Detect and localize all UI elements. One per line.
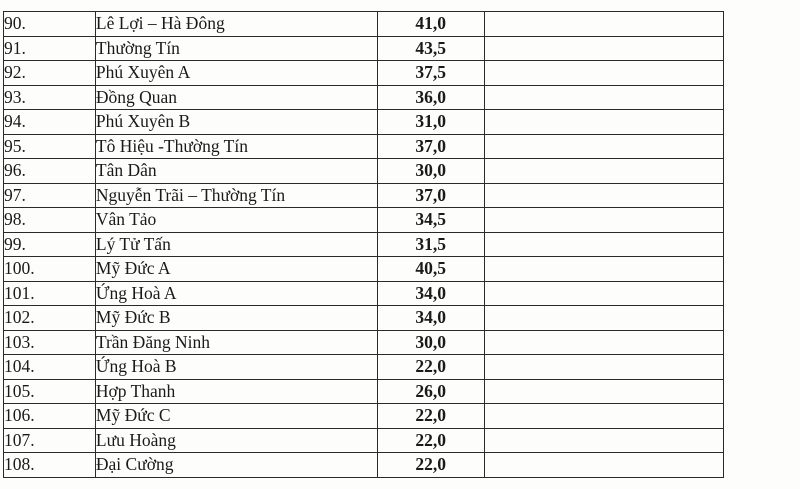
score-cell: 34,0 (377, 281, 484, 306)
table-row (4, 134, 724, 159)
table-row (4, 404, 724, 429)
table-row (4, 281, 724, 306)
table-row (4, 159, 724, 184)
score-cell: 31,5 (377, 232, 484, 257)
table-row (4, 306, 724, 331)
row-number-cell: 95. (4, 134, 96, 159)
school-name-cell: Ứng Hoà A (95, 281, 377, 306)
school-name-cell: Tân Dân (95, 159, 377, 184)
school-name-cell: Vân Tảo (95, 208, 377, 233)
row-number-cell: 100. (4, 257, 96, 282)
score-cell: 26,0 (377, 379, 484, 404)
score-cell: 40,5 (377, 257, 484, 282)
table-row (4, 257, 724, 282)
row-number-cell: 93. (4, 85, 96, 110)
score-cell: 30,0 (377, 330, 484, 355)
table-row (4, 61, 724, 86)
school-name-cell: Mỹ Đức C (95, 404, 377, 429)
school-name-cell: Trần Đăng Ninh (95, 330, 377, 355)
row-number-cell: 105. (4, 379, 96, 404)
table-row (4, 183, 724, 208)
score-cell: 31,0 (377, 110, 484, 135)
row-number-cell: 96. (4, 159, 96, 184)
school-name-cell: Thường Tín (95, 36, 377, 61)
school-name-cell: Phú Xuyên B (95, 110, 377, 135)
table-row (4, 453, 724, 478)
row-number-cell: 94. (4, 110, 96, 135)
row-number-cell: 102. (4, 306, 96, 331)
school-name-cell: Mỹ Đức A (95, 257, 377, 282)
score-cell: 43,5 (377, 36, 484, 61)
score-cell: 37,0 (377, 134, 484, 159)
score-cell: 37,5 (377, 61, 484, 86)
note-cell (484, 379, 723, 404)
note-cell (484, 110, 723, 135)
note-cell (484, 36, 723, 61)
note-cell (484, 257, 723, 282)
note-cell (484, 12, 723, 37)
row-number-cell: 103. (4, 330, 96, 355)
row-number-cell: 92. (4, 61, 96, 86)
note-cell (484, 330, 723, 355)
row-number-cell: 104. (4, 355, 96, 380)
row-number-cell: 106. (4, 404, 96, 429)
table-row (4, 208, 724, 233)
score-cell: 34,0 (377, 306, 484, 331)
school-name-cell: Lý Tử Tấn (95, 232, 377, 257)
note-cell (484, 281, 723, 306)
school-name-cell: Ứng Hoà B (95, 355, 377, 380)
row-number-cell: 101. (4, 281, 96, 306)
note-cell (484, 355, 723, 380)
note-cell (484, 61, 723, 86)
table-row (4, 232, 724, 257)
school-name-cell: Tô Hiệu -Thường Tín (95, 134, 377, 159)
row-number-cell: 97. (4, 183, 96, 208)
row-number-cell: 98. (4, 208, 96, 233)
score-cell: 37,0 (377, 183, 484, 208)
school-name-cell: Lưu Hoàng (95, 428, 377, 453)
note-cell (484, 428, 723, 453)
score-cell: 22,0 (377, 355, 484, 380)
note-cell (484, 85, 723, 110)
table-row (4, 355, 724, 380)
table-row (4, 110, 724, 135)
school-name-cell: Nguyễn Trãi – Thường Tín (95, 183, 377, 208)
table-row (4, 85, 724, 110)
note-cell (484, 208, 723, 233)
note-cell (484, 404, 723, 429)
note-cell (484, 453, 723, 478)
score-cell: 22,0 (377, 404, 484, 429)
row-number-cell: 90. (4, 12, 96, 37)
row-number-cell: 108. (4, 453, 96, 478)
school-name-cell: Mỹ Đức B (95, 306, 377, 331)
score-cell: 22,0 (377, 428, 484, 453)
note-cell (484, 134, 723, 159)
table-row (4, 379, 724, 404)
school-name-cell: Hợp Thanh (95, 379, 377, 404)
note-cell (484, 159, 723, 184)
score-cell: 34,5 (377, 208, 484, 233)
row-number-cell: 107. (4, 428, 96, 453)
row-number-cell: 91. (4, 36, 96, 61)
school-name-cell: Đồng Quan (95, 85, 377, 110)
score-cell: 22,0 (377, 453, 484, 478)
note-cell (484, 232, 723, 257)
admission-scores-table (3, 11, 724, 478)
school-name-cell: Phú Xuyên A (95, 61, 377, 86)
table-row (4, 330, 724, 355)
score-cell: 41,0 (377, 12, 484, 37)
table-row (4, 428, 724, 453)
score-cell: 30,0 (377, 159, 484, 184)
score-cell: 36,0 (377, 85, 484, 110)
note-cell (484, 306, 723, 331)
table-row (4, 36, 724, 61)
table-row (4, 12, 724, 37)
school-name-cell: Lê Lợi – Hà Đông (95, 12, 377, 37)
table-body (4, 12, 724, 478)
note-cell (484, 183, 723, 208)
row-number-cell: 99. (4, 232, 96, 257)
school-name-cell: Đại Cường (95, 453, 377, 478)
